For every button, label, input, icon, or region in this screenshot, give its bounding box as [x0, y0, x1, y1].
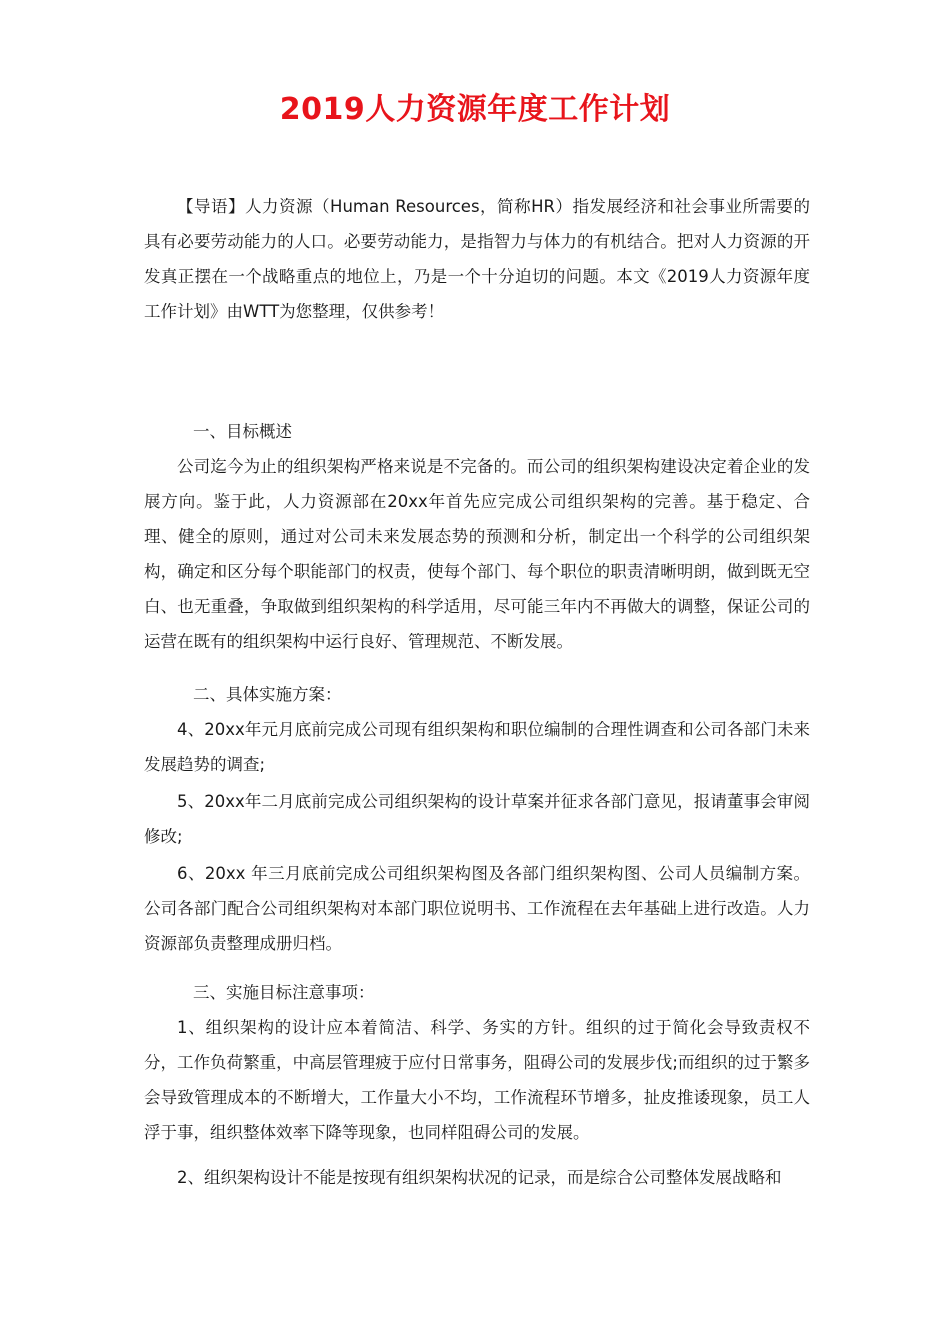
plan-item-4: 4、20xx年元月底前完成公司现有组织架构和职位编制的合理性调查和公司各部门未来发展趋势的调查; — [144, 720, 810, 774]
plan-item-5: 5、20xx年二月底前完成公司组织架构的设计草案并征求各部门意见，报请董事会审阅修改; — [144, 792, 810, 846]
section-heading-implementation-plan: 二、具体实施方案： — [193, 685, 342, 704]
intro-paragraph: 【导语】人力资源（Human Resources，简称HR）指发展经济和社会事业所需要的具有必要劳动能力的人口。必要劳动能力，是指智力与体力的有机结合。把对人力资源的开发真正摆在一个战略重点的地位上，乃是一个十分迫切的问题。本文《2019人力资源年度工作计划》由WTT为您整理，仅供参考！ — [144, 197, 810, 321]
note-item-1: 1、组织架构的设计应本着简洁、科学、务实的方针。组织的过于简化会导致责权不分，工作负荷繁重，中高层管理疲于应付日常事务，阻碍公司的发展步伐;而组织的过于繁多会导致管理成本的不断增大，工作量大小不均，工作流程环节增多，扯皮推诿现象，员工人浮于事，组织整体效率下降等现象，也同样阻碍公司的发展。 — [144, 1018, 810, 1142]
document-title: 2019人力资源年度工作计划 — [279, 92, 671, 127]
goal-overview-paragraph: 公司迄今为止的组织架构严格来说是不完备的。而公司的组织架构建设决定着企业的发展方向。鉴于此，人力资源部在20xx年首先应完成公司组织架构的完善。基于稳定、合理、健全的原则，通过对公司未来发展态势的预测和分析，制定出一个科学的公司组织架构，确定和区分每个职能部门的权责，使每个部门、每个职位的职责清晰明朗，做到既无空白、也无重叠，争取做到组织架构的科学适用，尽可能三年内不再做大的调整，保证公司的运营在既有的组织架构中运行良好、管理规范、不断发展。 — [144, 457, 810, 651]
section-heading-goal-overview: 一、目标概述 — [193, 422, 292, 441]
plan-item-6: 6、20xx 年三月底前完成公司组织架构图及各部门组织架构图、公司人员编制方案。公司各部门配合公司组织架构对本部门职位说明书、工作流程在去年基础上进行改造。人力资源部负责整理成册归档。 — [144, 864, 810, 953]
note-item-2: 2、组织架构设计不能是按现有组织架构状况的记录，而是综合公司整体发展战略和 — [177, 1168, 782, 1187]
section-heading-notes: 三、实施目标注意事项： — [193, 983, 375, 1002]
